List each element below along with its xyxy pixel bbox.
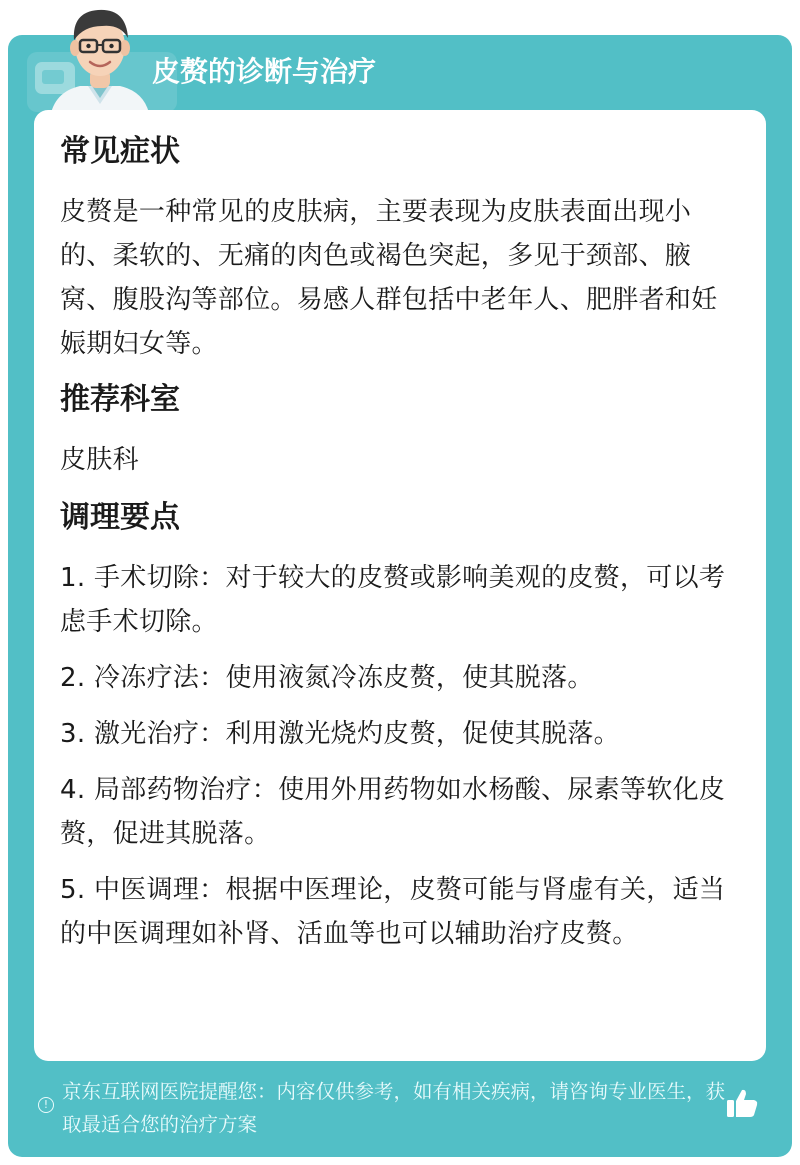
footer-notice: 京东互联网医院提醒您：内容仅供参考，如有相关疾病，请咨询专业医生，获取最适合您的治疗方案 [62,1080,726,1136]
symptoms-text: 皮赘是一种常见的皮肤病，主要表现为皮肤表面出现小的、柔软的、无痛的肉色或褐色突起，多见于颈部、腋窝、腹股沟等部位。易感人群包括中老年人、肥胖者和妊娠期妇女等。 [60,197,718,359]
content-card [34,110,766,1061]
department-text: 皮肤科 [60,445,139,475]
thumbs-up-icon[interactable] [724,1085,760,1121]
care-item: 5. 中医调理：根据中医理论，皮赘可能与肾虚有关，适当的中医调理如补肾、活血等也可以辅助治疗皮赘。 [60,875,726,949]
care-item: 2. 冷冻疗法：使用液氮冷冻皮赘，使其脱落。 [60,663,594,693]
care-heading: 调理要点 [60,500,180,535]
care-item: 3. 激光治疗：利用激光烧灼皮赘，促使其脱落。 [60,719,620,749]
symptoms-heading: 常见症状 [60,134,180,169]
doctor-avatar [40,0,160,118]
care-item: 1. 手术切除：对于较大的皮赘或影响美观的皮赘，可以考虑手术切除。 [60,563,726,637]
department-heading: 推荐科室 [60,382,180,417]
info-icon: ! [38,1097,54,1113]
page-title: 皮赘的诊断与治疗 [152,55,377,88]
care-item: 4. 局部药物治疗：使用外用药物如水杨酸、尿素等软化皮赘，促进其脱落。 [60,775,726,849]
